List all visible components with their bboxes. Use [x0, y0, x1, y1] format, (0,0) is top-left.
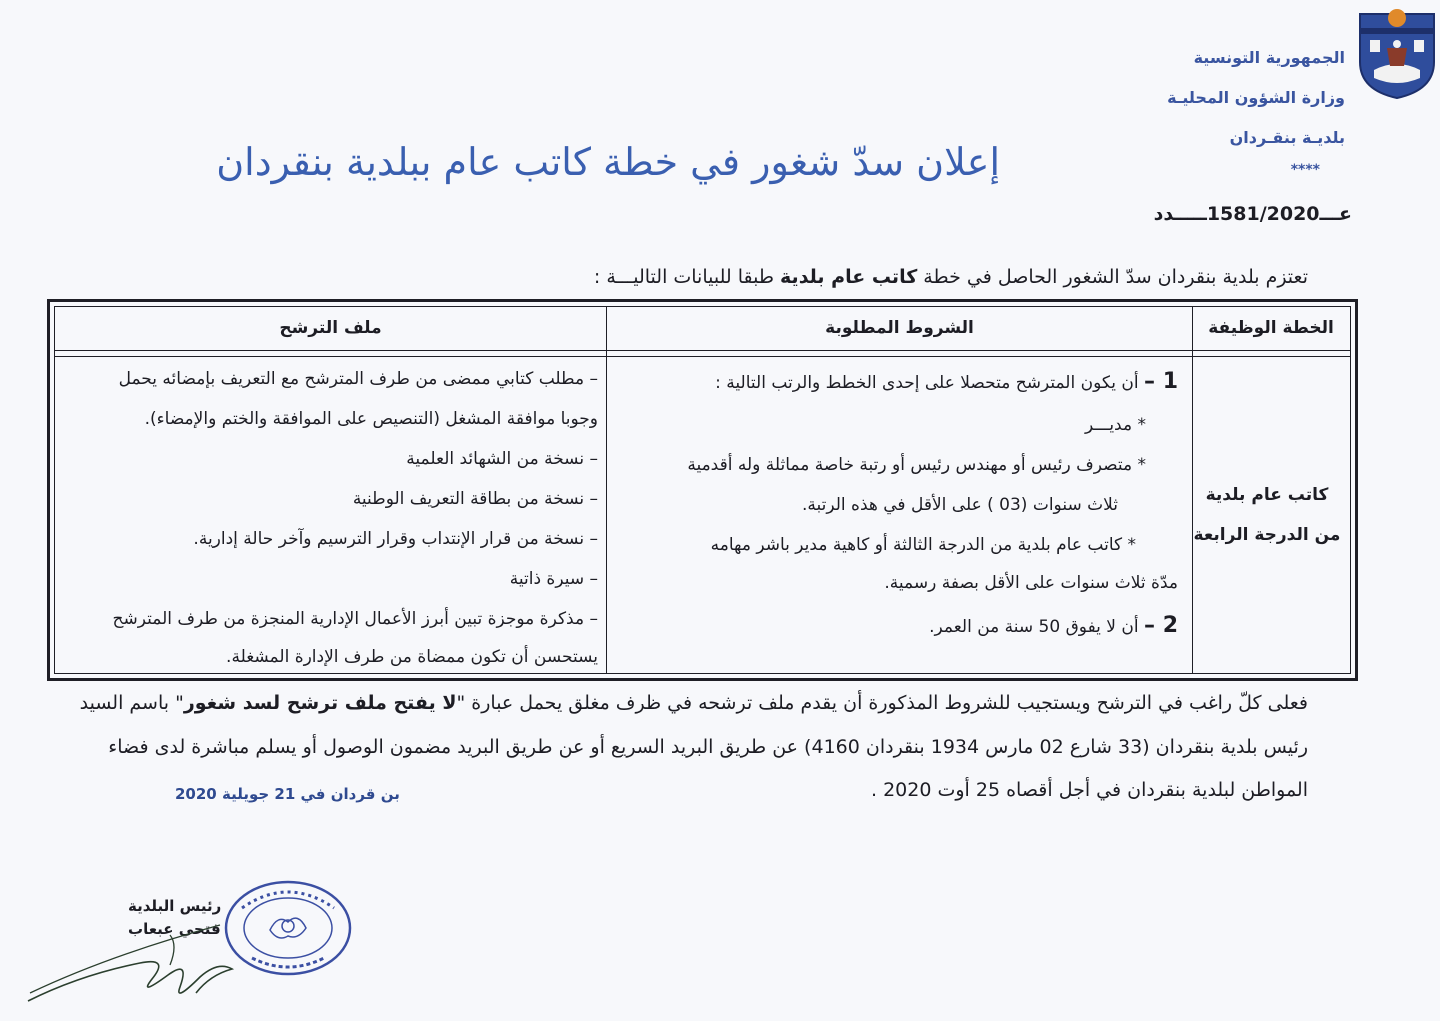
closing-line-2: رئيس بلدية بنقردان (33 شارع 02 مارس 1934 بنقردان 4160) عن طريق البريد السريع أو عن طريق البريد مضمون الوصول أو يسلم مباشرة لدى فضاء	[108, 736, 1308, 758]
condition-item-secretary: * كاتب عام بلدية من الدرجة الثالثة أو كاهية مدير باشر مهامه	[710, 535, 1136, 555]
intro-prefix: تعتزم بلدية بنقردان سدّ الشغور الحاصل في خطة	[917, 266, 1308, 288]
document-title: إعلان سدّ شغور في خطة كاتب عام ببلدية بنقردان	[216, 140, 1000, 184]
reference-number: عـــ1581/2020ـــــدد	[1153, 203, 1352, 225]
header-ministry: وزارة الشؤون المحليـة	[1167, 88, 1345, 107]
table-divider-left	[606, 307, 607, 673]
header-position: الخطة الوظيفة	[1208, 318, 1334, 338]
closing-line-3: المواطن لبلدية بنقردان في أجل أقصاه 25 أوت 2020 .	[870, 779, 1308, 801]
closing-line-1-suffix: " باسم السيد	[79, 692, 184, 714]
header-conditions: الشروط المطلوبة	[825, 318, 974, 338]
condition-1-number: 1 –	[1144, 369, 1178, 394]
signatory-name: فتحي عبعاب	[128, 920, 221, 938]
position-line-2: من الدرجة الرابعة	[1193, 525, 1341, 545]
file-item-id-card: – نسخة من بطاقة التعريف الوطنية	[352, 489, 598, 509]
file-item-request: – مطلب كتابي ممضى من طرف المترشح مع التعريف بإمضائه يحمل	[118, 369, 598, 389]
municipality-logo	[1354, 0, 1440, 100]
date-line: بن قردان في 21 جويلية 2020	[175, 785, 400, 803]
file-item-memo-cont: يستحسن أن تكون ممضاة من طرف الإدارة المشغلة.	[226, 647, 598, 667]
condition-2	[929, 613, 1178, 638]
condition-2-number: 2 –	[1144, 613, 1178, 638]
signatory-title: رئيس البلدية	[128, 897, 222, 915]
file-item-cv: – سيرة ذاتية	[509, 569, 598, 589]
condition-2-text: أن لا يفوق 50 سنة من العمر.	[929, 617, 1139, 637]
header-file: ملف الترشح	[279, 318, 382, 338]
header-country: الجمهورية التونسية	[1193, 48, 1345, 67]
closing-line-1-prefix: فعلى كلّ راغب في الترشح ويستجيب للشروط المذكورة أن يقدم ملف ترشحه في ظرف مغلق يحمل عبارة "	[456, 692, 1308, 714]
file-item-request-cont: وجوبا موافقة المشغل (التنصيص على الموافقة والختم والإمضاء).	[144, 409, 598, 429]
condition-item-director: * مديـــر	[1085, 415, 1146, 435]
position-line-1: كاتب عام بلدية	[1205, 485, 1329, 505]
handwritten-signature	[20, 905, 250, 1015]
condition-item-secretary-cont: مدّة ثلاث سنوات على الأقل بصفة رسمية.	[884, 573, 1178, 593]
closing-line-1	[80, 692, 1308, 714]
intro-suffix: طبقا للبيانات التاليـــة :	[593, 266, 781, 288]
closing-line-1-bold: لا يفتح ملف ترشح لسد شغور	[183, 692, 457, 714]
header-municipality: بلديـة بنقـردان	[1229, 128, 1345, 147]
table-header-divider	[55, 350, 1350, 357]
condition-item-administrator-cont: ثلاث سنوات (03 ) على الأقل في هذه الرتبة.	[801, 495, 1118, 515]
condition-item-administrator: * متصرف رئيس أو مهندس رئيس أو رتبة خاصة مماثلة وله أقدمية	[687, 455, 1146, 475]
intro-bold: كاتب عام بلدية	[780, 266, 918, 288]
condition-1-text: أن يكون المترشح متحصلا على إحدى الخطط والرتب التالية :	[715, 373, 1139, 393]
file-item-decisions: – نسخة من قرار الإنتداب وقرار الترسيم وآخر حالة إدارية.	[193, 529, 598, 549]
header-stars: ****	[1290, 162, 1320, 178]
requirements-table	[47, 299, 1358, 681]
file-item-diplomas: – نسخة من الشهائد العلمية	[406, 449, 598, 469]
condition-1	[715, 369, 1178, 394]
file-item-memo: – مذكرة موجزة تبين أبرز الأعمال الإدارية المنجزة من طرف المترشح	[112, 609, 598, 629]
intro-sentence	[594, 266, 1308, 288]
